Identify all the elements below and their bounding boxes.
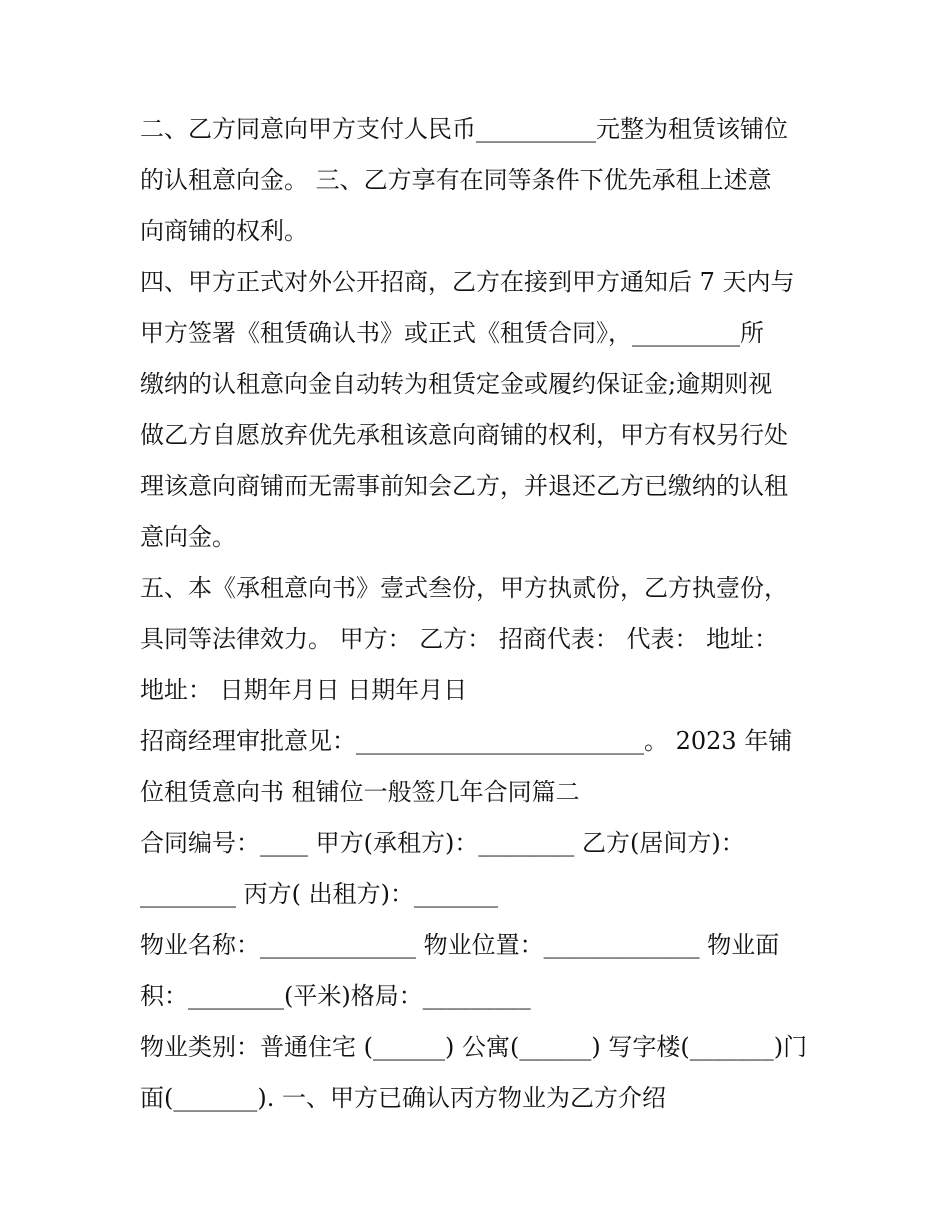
- text-line: 甲方签署《租赁确认书》或正式《租赁合同》，_________所: [140, 319, 764, 347]
- text-line: 二、乙方同意向甲方支付人民币__________元整为租赁该铺位: [140, 115, 788, 143]
- text-line: 的认租意向金。 三、乙方享有在同等条件下优先承租上述意: [140, 166, 772, 194]
- text-line: 缴纳的认租意向金自动转为租赁定金或履约保证金;逾期则视: [140, 370, 773, 398]
- text-line: 地址： 日期年月日 日期年月日: [140, 676, 468, 704]
- text-line: ________ 丙方( 出租方)：_______: [140, 880, 498, 908]
- text-line: 四、甲方正式对外公开招商，乙方在接到甲方通知后 7 天内与: [140, 268, 795, 296]
- text-line: 做乙方自愿放弃优先承租该意向商铺的权利，甲方有权另行处: [140, 421, 788, 449]
- text-line: 位租赁意向书 租铺位一般签几年合同篇二: [140, 778, 580, 806]
- text-line: 理该意向商铺而无需事前知会乙方，并退还乙方已缴纳的认租: [140, 472, 788, 500]
- text-line: 物业名称：_____________ 物业位置：_____________ 物业面: [140, 931, 780, 959]
- text-line: 合同编号：____ 甲方(承租方)：________ 乙方(居间方)：: [140, 829, 745, 857]
- text-line: 积：________(平米)格局：_________: [140, 982, 531, 1010]
- text-line: 面(_______). 一、甲方已确认丙方物业为乙方介绍: [140, 1084, 666, 1112]
- text-line: 五、本《承租意向书》壹式叁份，甲方执贰份，乙方执壹份，: [140, 574, 788, 602]
- text-line: 具同等法律效力。 甲方： 乙方： 招商代表： 代表： 地址：: [140, 625, 779, 653]
- text-line: 物业类别：普通住宅 (______) 公寓(______) 写字楼(_______)门: [140, 1033, 808, 1061]
- document-body: [140, 104, 830, 1124]
- text-line: 向商铺的权利。: [140, 217, 308, 245]
- text-line: 招商经理审批意见：________________________。 2023 年铺: [140, 727, 793, 755]
- text-line: 意向金。: [140, 523, 236, 551]
